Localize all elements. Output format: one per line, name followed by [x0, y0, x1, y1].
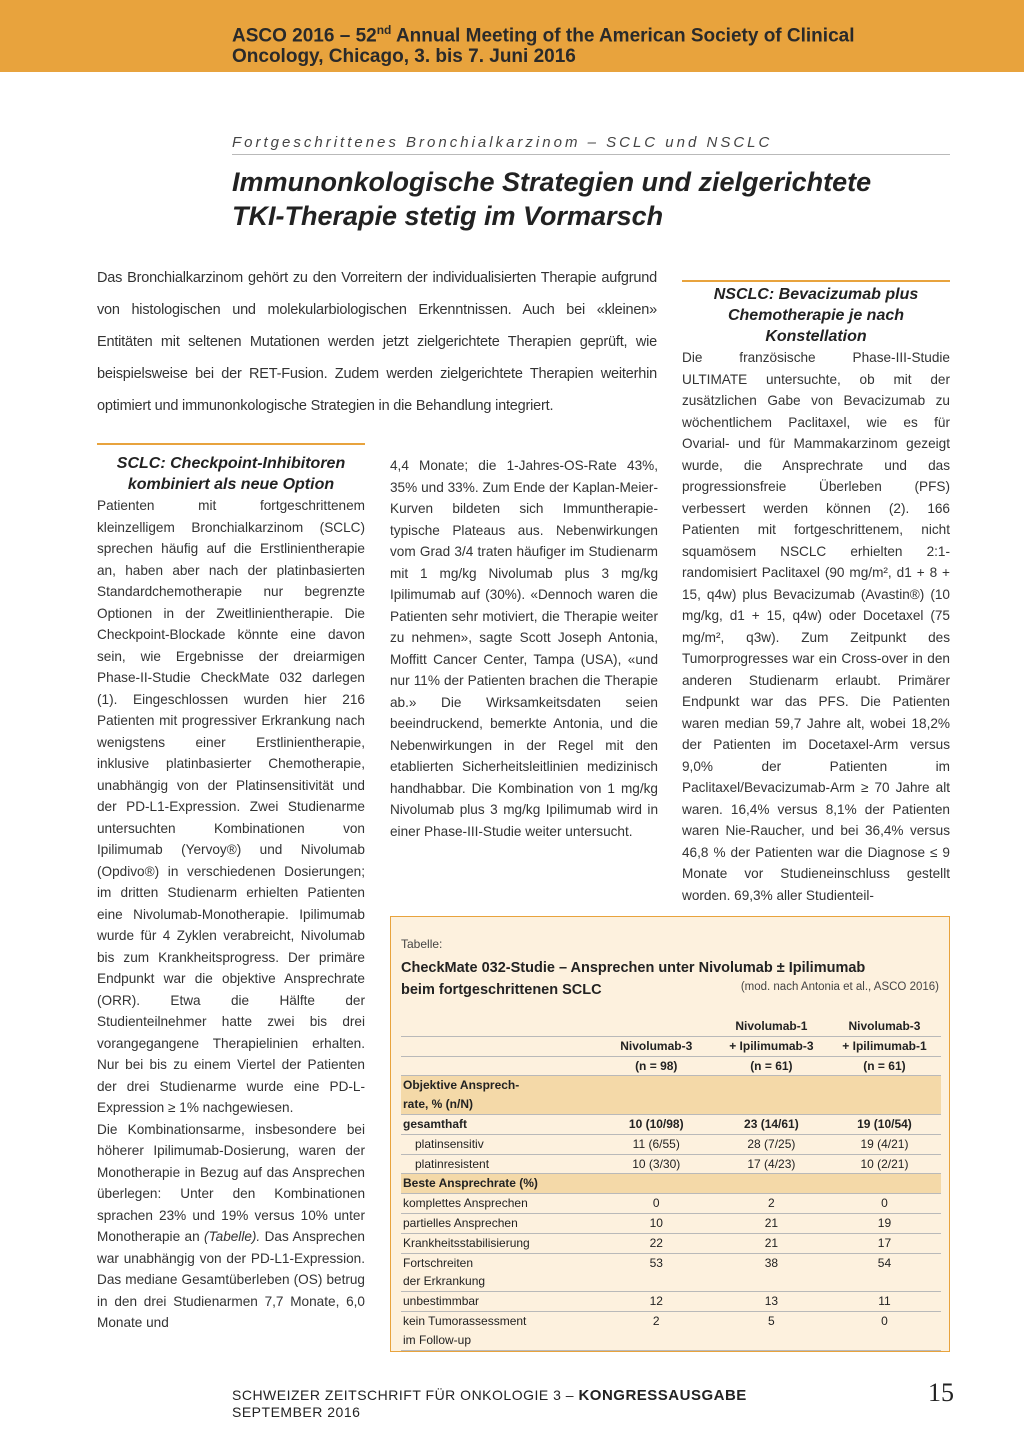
table-row — [401, 1292, 941, 1312]
table-reference: (Tabelle). — [204, 1229, 261, 1244]
row-label: platinresistent — [401, 1154, 598, 1174]
table-title-line1: CheckMate 032-Studie – Ansprechen unter Nivolumab ± Ipilimumab — [401, 960, 866, 976]
table-row — [401, 1114, 941, 1134]
journal-footer — [232, 1387, 832, 1420]
banner-line1-pre: ASCO 2016 – 52 — [232, 25, 377, 47]
table-kicker: Tabelle: — [401, 937, 443, 951]
table-row — [401, 1331, 941, 1350]
headline-line2: TKI-Therapie stetig im Vormarsch — [232, 201, 664, 231]
table-source: (mod. nach Antonia et al., ASCO 2016) — [740, 981, 939, 993]
footer-issue-type: KONGRESSAUSGABE — [578, 1387, 747, 1404]
table-row — [401, 1272, 941, 1291]
footer-journal: SCHWEIZER ZEITSCHRIFT FÜR ONKOLOGIE 3 – — [232, 1387, 579, 1403]
row-label: Krankheitsstabilisierung — [401, 1233, 598, 1253]
results-table-box — [390, 916, 950, 1352]
cell-value: 53 — [649, 1255, 663, 1270]
header-cell: Nivolumab-3 — [598, 1036, 715, 1056]
row-label: platinsensitiv — [401, 1134, 598, 1154]
column-2 — [390, 455, 658, 842]
cell-value: 12 — [598, 1292, 715, 1312]
cell-value: 19 (10/54) — [828, 1114, 941, 1134]
cell-value: 10 — [598, 1213, 715, 1233]
cell-value: 10 (3/30) — [598, 1154, 715, 1174]
header-cell: (n = 61) — [715, 1056, 828, 1076]
header-cell: + Ipilimumab-1 — [828, 1036, 941, 1056]
cell-value: 21 — [715, 1213, 828, 1233]
row-label: Fortschreiten — [403, 1255, 474, 1270]
row-label: gesamthaft — [401, 1114, 598, 1134]
cell-value: 0 — [598, 1194, 715, 1214]
cell-value: 54 — [877, 1255, 892, 1270]
table-title-line2: beim fortgeschrittenen SCLC — [401, 982, 602, 998]
lead-paragraph: Das Bronchialkarzinom gehört zu den Vorreitern der individualisierten Therapie aufgrund von histologischen und molekularbiologischen Erkenntnissen. Auch bei «kleinen» Entitäten mit seltenen Mutationen werden jetzt zielgerichtete Therapien geprüft, wie beispielsweise bei der RET-Fusion. Zudem werden zielgerichtete Therapien weiterhin optimiert und immunonkologische Strategien in die Behandlung integriert. — [97, 270, 657, 414]
cell-value: 23 (14/61) — [715, 1114, 828, 1134]
section-row-orr — [401, 1076, 941, 1095]
section-row-orr — [401, 1095, 941, 1114]
section-row-best — [401, 1174, 941, 1194]
row-label: im Follow-up — [401, 1331, 941, 1350]
banner-title — [232, 20, 932, 67]
table-row — [401, 1134, 941, 1154]
table-row — [401, 1213, 941, 1233]
cell-value: 0 — [881, 1313, 888, 1328]
header-cell: Nivolumab-3 — [828, 1017, 941, 1036]
nsclc-paragraph: Die französische Phase-III-Studie ULTIMATE untersuchte, ob mit der zusätzlichen Gabe von Bevacizumab zu wöchentlichem Paclitaxel, wie es für Ovarial- und für Mammakarzinom gezeigt wurde, die Ansprechrate und das progressionsfreie Überleben (PFS) verbessert werden können (2). 166 Patienten mit fortgeschrittenem, nicht squamösem NSCLC erhielten 2:1-randomisiert Paclitaxel (90 mg/m², d1 + 8 + 15, q4w) plus Bevacizumab (Avastin®) (10 mg/kg, d1 + 15, q4w) oder Docetaxel (75 mg/m², q3w). Zum Zeitpunkt des Tumorprogresses war ein Cross-over in den anderen Studienarm erlaubt. Primärer Endpunkt war das PFS. Die Patienten waren median 59,7 Jahre alt, wobei 18,2% der Patienten im Docetaxel-Arm versus 9,0% der Patienten im Paclitaxel/Bevacizumab-Arm ≥ 70 Jahre alt waren. 16,4% versus 8,1% der Patienten waren Nie-Raucher, und bei 36,4% versus 46,8 % der Patienten war die Diagnose ≤ 9 Monate vor Studieneinschluss gestellt worden. 69,3% aller Studienteil- — [682, 350, 950, 903]
section-label: Objektive Ansprech- — [401, 1076, 941, 1095]
cell-value: 17 (4/23) — [715, 1154, 828, 1174]
cell-value: 21 — [715, 1233, 828, 1253]
cell-value: 22 — [598, 1233, 715, 1253]
banner-line2: Oncology, Chicago, 3. bis 7. Juni 2016 — [232, 46, 576, 68]
cell-value: 0 — [828, 1194, 941, 1214]
cell-value: 13 — [715, 1292, 828, 1312]
row-label: kein Tumorassessment — [403, 1313, 527, 1328]
table-row — [401, 1311, 941, 1330]
cell-value: 19 — [828, 1213, 941, 1233]
header-cell — [401, 1036, 598, 1056]
cell-value: 17 — [828, 1233, 941, 1253]
table-row — [401, 1253, 941, 1272]
cell-value: 10 (10/98) — [598, 1114, 715, 1134]
cell-value: 2 — [652, 1313, 660, 1328]
header-cell: (n = 61) — [828, 1056, 941, 1076]
row-label: unbestimmbar — [401, 1292, 598, 1312]
header-cell: (n = 98) — [598, 1056, 715, 1076]
cell-value: 11 — [828, 1292, 941, 1312]
table-header-row — [401, 1036, 941, 1056]
section-kicker: Fortgeschrittenes Bronchialkarzinom – SCLC und NSCLC — [232, 134, 950, 155]
table-row — [401, 1233, 941, 1253]
table-row — [401, 1194, 941, 1214]
header-cell: + Ipilimumab-3 — [715, 1036, 828, 1056]
banner-sup: nd — [376, 23, 392, 37]
row-label: der Erkrankung — [401, 1272, 941, 1291]
table-title — [401, 957, 941, 1001]
article-headline — [232, 165, 952, 233]
sclc-paragraph-1: Patienten mit fortgeschrittenem kleinzelligem Bronchialkarzinom (SCLC) sprechen häufig auf die Erstlinientherapie an, haben aber nach der platinbasierten Standardchemotherapie nur begrenzte Optionen in der Zweitlinientherapie. Die Checkpoint-Blockade könnte eine davon sein, wie Ergebnisse der dreiarmigen Phase-II-Studie CheckMate 032 darlegen (1). Eingeschlossen wurden hier 216 Patienten mit progressiver Erkrankung nach wenigstens einer Erstlinientherapie, inklusive platinbasierter Chemotherapie, unabhängig von der Platinsensitivität und der PD-L1-Expression. Zwei Studienarme untersuchten Kombinationen von Ipilimumab (Yervoy®) und Nivolumab (Opdivo®) in verschiedenen Dosierungen; im dritten Studienarm erhielten Patienten eine Nivolumab-Monotherapie. Ipilimumab wurde für 4 Zyklen verabreicht, Nivolumab bis zum Krankheitsprogress. Der primäre Endpunkt war die objektive Ansprechrate (ORR). Etwa die Hälfte der Studienteilnehmer hatte zwei bis drei vorangegangene Therapielinien erhalten. Nur bei bis zu einem Viertel der Patienten der drei Studienarme wurde eine PD-L-Expression ≥ 1% nachgewiesen. — [97, 498, 365, 1115]
sclc-paragraph-3: 4,4 Monate; die 1-Jahres-OS-Rate 43%, 35% und 33%. Zum Ende der Kaplan-Meier-Kurven bildeten sich Immuntherapie-typische Plateaus aus. Nebenwirkungen vom Grad 3/4 traten häufiger im Studienarm mit 1 mg/kg Nivolumab plus 3 mg/kg Ipilimumab auf (30%). «Dennoch waren die Patienten sehr motiviert, die Therapie weiter zu nehmen», sagte Scott Joseph Antonia, Moffitt Cancer Center, Tampa (USA), «und nur 11% der Patienten brachen die Therapie ab.» Die Wirksamkeitsdaten seien beeindruckend, bemerkte Antonia, und die Nebenwirkungen in der Regel mit den etablierten Sicherheitsleitlinien medizinisch handhabbar. Die Kombination von 1 mg/kg Nivolumab plus 3 mg/kg Ipilimumab wird in einer Phase-III-Studie weiter untersucht. — [390, 458, 658, 839]
header-cell: Nivolumab-1 — [715, 1017, 828, 1036]
table-header-row — [401, 1017, 941, 1036]
header-cell — [401, 1017, 598, 1036]
header-cell — [401, 1056, 598, 1076]
sclc-p2-post: Das Ansprechen war unabhängig von der PD-L1-Expression. Das mediane Gesamtüberleben (OS) betrug in den drei Studienarmen 7,7 Monate, 6,0 Monate und — [97, 1229, 365, 1330]
headline-line1: Immunonkologische Strategien und zielgerichtete — [232, 167, 872, 197]
row-label: partielles Ansprechen — [401, 1213, 598, 1233]
sclc-paragraph-2 — [97, 1119, 365, 1334]
section-label: rate, % (n/N) — [401, 1095, 941, 1114]
table-header-row — [401, 1056, 941, 1076]
header-banner — [0, 0, 1024, 72]
results-table — [401, 1017, 941, 1351]
column-3 — [682, 280, 950, 906]
footer-date: SEPTEMBER 2016 — [232, 1404, 361, 1420]
nsclc-heading: NSCLC: Bevacizumab plus Chemotherapie je nach Konstellation — [682, 280, 950, 347]
cell-value: 19 (4/21) — [828, 1134, 941, 1154]
cell-value: 10 (2/21) — [828, 1154, 941, 1174]
page-number: 15 — [928, 1378, 954, 1407]
sclc-heading: SCLC: Checkpoint-Inhibitoren kombiniert als neue Option — [97, 443, 365, 495]
section-label: Beste Ansprechrate (%) — [401, 1174, 941, 1194]
table-row — [401, 1154, 941, 1174]
cell-value: 5 — [768, 1313, 775, 1328]
header-cell — [598, 1017, 715, 1036]
cell-value: 38 — [764, 1255, 779, 1270]
banner-line1-post: Annual Meeting of the American Society of Clinical — [391, 25, 855, 47]
column-1 — [97, 455, 365, 1334]
cell-value: 2 — [715, 1194, 828, 1214]
row-label: komplettes Ansprechen — [401, 1194, 598, 1214]
cell-value: 11 (6/55) — [598, 1134, 715, 1154]
sclc-p2-pre: Die Kombinationsarme, insbesondere bei höherer Ipilimumab-Dosierung, waren der Monotherapie in Bezug auf das Ansprechen überlegen: Unter den Kombinationen sprachen 23% und 19% versus 10% unter Monotherapie an — [97, 1121, 365, 1244]
cell-value: 28 (7/25) — [715, 1134, 828, 1154]
